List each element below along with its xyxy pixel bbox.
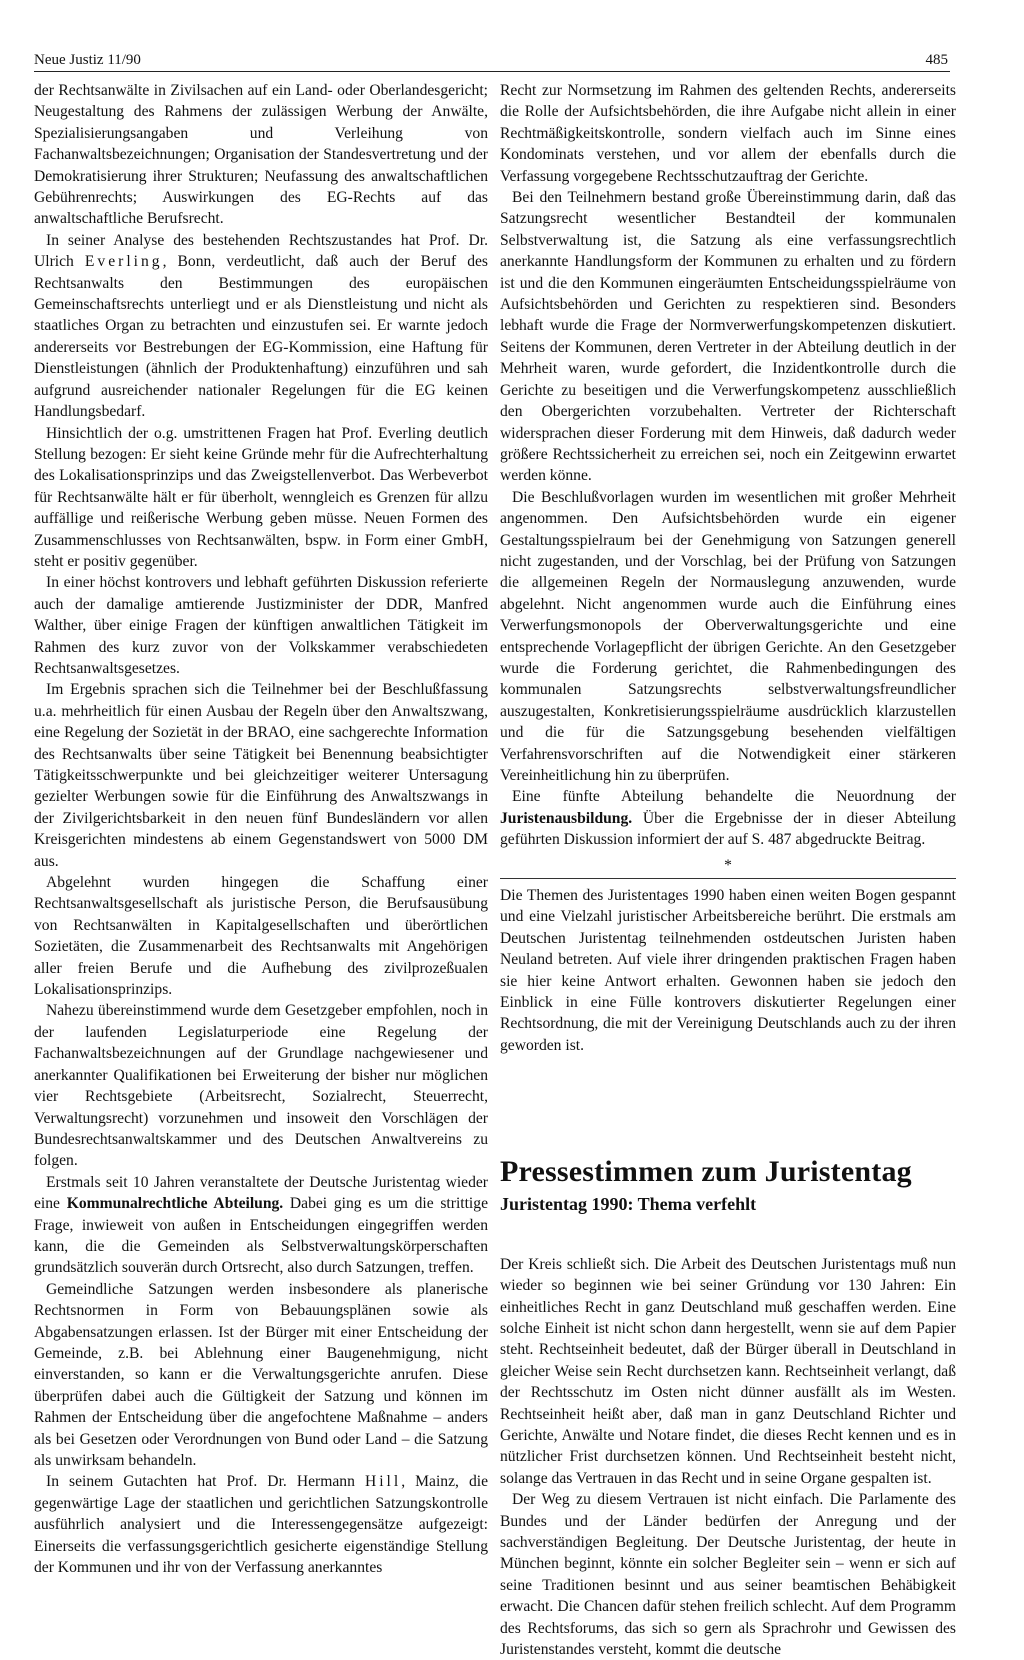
text: Über die Ergebnisse der in dieser Abteilung geführten Diskussion informiert der auf S. 487 abgedruckte Beitrag. [500,809,956,849]
paragraph: Die Themen des Juristentages 1990 haben einen weiten Bogen gespannt und eine Vielzahl juristischer Arbeitsbereiche berührt. Die erstmals am Deutschen Juristentag teilnehmenden ostdeutschen Juristen haben Neuland betreten. Auf viele ihrer dringenden praktischen Fragen haben sie hier keine Antwort erhalten. Gewonnen haben sie jedoch den Einblick in eine Fülle kontrovers diskutierter Regelungen einer Rechtsordnung, die mit der Vereinigung Deutschlands auch zu der ihren geworden ist. [500,887,956,1054]
section-title: Pressestimmen zum Juristentag [500,1155,912,1189]
author-name: Hill [364,1473,402,1491]
paragraph: Recht zur Normsetzung im Rahmen des geltenden Rechts, andererseits die Rolle der Aufsichtsbehörden, die ihre Aufgabe nicht allein in einer Rechtmäßigkeitskontrolle, sondern vielfach auch im Sinne eines Kondominats verstehen, und vor allem der ebenfalls durch die Verfassung vorgegebene Rechtsschutzauftrag der Gerichte. [500,82,956,185]
bold-term: Juristenausbildung. [500,809,633,827]
paragraph [500,786,956,850]
text: Erstmals seit 10 Jahren veranstaltete der Deutsche Juristentag wieder eine [34,1173,488,1213]
text: , Mainz, die gegenwärtige Lage der staatlichen und gerichtlichen Satzungskontrolle ausführlich analysiert und die Interessengegensätze aufgezeigt: Einerseits die verfassungsgerichtlich gesicherte eigenständige Stellung der Kommunen und ihr von der Verfassung anerkanntes [34,1473,488,1577]
text: In seinem Gutachten hat Prof. Dr. Hermann [46,1473,355,1491]
paragraph: Der Kreis schließt sich. Die Arbeit des Deutschen Juristentags muß nun wieder so beginnen wie bei seiner Gründung vor 130 Jahren: Ein einheitliches Recht in ganz Deutschland muß geschaffen werden. Eine solche Einheit ist nicht schon dann hergestellt, wenn sie auf dem Papier steht. Rechtseinheit bedeutet, daß der Bürger überall in Deutschland in gleicher Weise sein Recht durchsetzen kann. Rechtseinheit verlangt, daß der Rechtsschutz im Osten nicht dünner ausfällt als im Westen. Rechtseinheit heißt aber, daß man in ganz Deutschland Richter und Gerichte, Anwälte und Notare findet, die dieses Recht kennen und es in nützlicher Frist durchsetzen können. Und Rechtseinheit besteht nicht, solange das Vertrauen in das Recht und in seine Organe gespalten ist. [500,1255,956,1487]
paragraph [34,230,488,423]
journal-title: Neue Justiz 11/90 [34,52,141,68]
paragraph: Bei den Teilnehmern bestand große Übereinstimmung darin, daß das Satzungsrecht wesentlicher Bestandteil der kommunalen Selbstverwaltung ist, die Satzung als eine verfassungsrechtlich anerkannte Handlungsform der Kommunen zu erhalten und zu fördern ist und die den Kommunen eingeräumten Entscheidungsspielräume von Aufsichtsbehörden und Gerichten zu respektieren sind. Besonders lebhaft wurde die Frage der Normverwerfungskompetenzen diskutiert. Seitens der Kommunen, deren Vertreter in der Abteilung deutlich in der Mehrheit waren, wurde gefordert, die Inzidentkontrolle durch die Gerichte zu beseitigen und die Verwerfungskompetenz ausschließlich den Obergerichten vorzubehalten. Vertreter der Richterschaft widersprachen dieser Forderung mit dem Hinweis, daß dadurch weder größere Rechtssicherheit zu erreichen sei, noch ein Zeitgewinn erwartet werden könne. [500,189,956,485]
paragraph: Die Beschlußvorlagen wurden im wesentlichen mit großer Mehrheit angenommen. Den Aufsichtsbehörden wurde ein eigener Gestaltungsspielraum bei der Genehmigung von Satzungen generell nicht zugestanden, und der Vorschlag, bei der Prüfung von Satzungen die allgemeinen Regeln der Normauslegung anzuwenden, wurde abgelehnt. Nicht angenommen wurde auch die Einführung eines Verwerfungsmonopols der Oberverwaltungsgerichte und eine entsprechende Vorlagepflicht der übrigen Gerichte. An den Gesetzgeber wurde die Forderung gerichtet, die Rahmenbedingungen des kommunalen Satzungsrechts selbstverwaltungsfreundlicher auszugestalten, Konkretisierungsspielräume ausdrücklich klarzustellen und die für die Satzungsgebung besehenden vielfältigen Verfahrensvorschriften auf die Notwendigkeit einer stärkeren Vereinheitlichung hin zu überprüfen. [500,488,956,784]
paragraph [34,1471,488,1578]
separator-rule [500,878,956,879]
header-rule [34,71,950,72]
text: In seiner Analyse des bestehenden Rechtszustandes hat Prof. Dr. Ulrich [34,231,488,271]
paragraph: Hinsichtlich der o.g. umstrittenen Fragen hat Prof. Everling deutlich Stellung bezogen: Er sieht keine Gründe mehr für die Aufrechterhaltung des Lokalisationsprinzips und das Zweigstellenverbot. Das Werbeverbot für Rechtsanwälte hält er für überholt, wenngleich es Grenzen für allzu auffällige und reißerische Werbung geben müsse. Neuen Formen des Zusammenschlusses von Rechtsanwälten, bspw. in Form einer GmbH, steht er positiv gegenüber. [34,424,488,570]
text: Dabei ging es um die strittige Frage, inwieweit von außen in Entscheidungen eingegriffen werden kann, die die Gemeinden als Selbstverwaltungskörperschaften grundsätzlich souverän durch Ortsrecht, also durch Satzungen, treffen. [34,1195,488,1277]
section-subtitle: Juristentag 1990: Thema verfehlt [500,1194,757,1215]
left-column [34,80,488,1578]
paragraph: Gemeindliche Satzungen werden insbesondere als planerische Rechtsnormen in Form von Bebauungsplänen sowie als Abgabensatzungen erlassen. Ist der Bürger mit einer Entscheidung der Gemeinde, z.B. bei Ablehnung einer Baugenehmigung, nicht einverstanden, so kann er die Verwaltungsgerichte anrufen. Diese überprüfen dabei auch die Gültigkeit der Satzung und können im Rahmen der Entscheidung über die angefochtene Maßnahme – anders als bei Gesetzen oder Verordnungen von Bund oder Land – die Satzung als unwirksam behandeln. [34,1280,488,1469]
author-name: Everling [84,253,163,271]
paragraph: Abgelehnt wurden hingegen die Schaffung einer Rechtsanwaltsgesellschaft als juristische Person, die Berufsausübung von Rechtsanwälten in Kapitalgesellschaften und überörtlichen Sozietäten, die Zusammenarbeit des Rechtsanwalts mit Angehörigen aller freien Berufe und die Aufhebung des zivilprozeßualen Lokalisationsprinzips. [34,874,488,999]
right-column [500,80,956,1660]
section-star: * [724,856,732,874]
paragraph: der Rechtsanwälte in Zivilsachen auf ein Land- oder Oberlandesgericht; Neugestaltung des Rahmens der zulässigen Werbung der Anwälte, Spezialisierungsangaben und Verleihung von Fachanwaltsbezeichnungen; Organisation der Standesvertretung und der Demokratisierung ihrer Strukturen; Neufassung des anwaltschaftlichen Gebührenrechts; Auswirkungen des EG-Rechts auf das anwaltschaftliche Berufsrecht. [34,82,488,228]
paragraph: Der Weg zu diesem Vertrauen ist nicht einfach. Die Parlamente des Bundes und der Länder bedürfen der Anregung und der sachverständigen Begleitung. Der Deutsche Juristentag, der heute in München beginnt, könnte ein solcher Begleiter sein – wenn er sich auf seine Traditionen besinnt und aus seiner beamtischen Behäbigkeit erwacht. Die Chancen dafür stehen freilich schlecht. Auf dem Programm des Rechtsforums, das sich so gern als Sprachrohr und Gewissen des Juristenstandes versteht, kommt die deutsche [500,1491,956,1658]
page-number: 485 [925,52,948,68]
paragraph: Nahezu übereinstimmend wurde dem Gesetzgeber empfohlen, noch in der laufenden Legislaturperiode eine Regelung der Fachanwaltsbezeichnungen auf der Grundlage nachgewiesener und anerkannter Qualifikationen bei Erweiterung der bisher nur möglichen vier Rechtsgebiete (Arbeitsrecht, Sozialrecht, Steuerrecht, Verwaltungsrecht) vorzunehmen und insoweit den Vorschlägen der Bundesrechtsanwaltskammer und des Deutschen Anwaltvereins zu folgen. [34,1002,488,1170]
bold-term: Kommunalrechtliche Abteilung. [66,1195,284,1213]
paragraph: Im Ergebnis sprachen sich die Teilnehmer bei der Beschlußfassung u.a. mehrheitlich für einen Ausbau der Regeln über den Anwaltszwang, eine Regelung der Sozietät in der BRAO, eine sachgerechte Information des Rechtsanwalts über seine Tätigkeit bei Benennung beabsichtigter Tätigkeitsschwerpunkte und bei gleichzeitiger weiterer Untersagung gezielter Werbungen sowie für die Einführung des Anwaltszwangs in der Zivilgerichtsbarkeit in den neuen fünf Bundesländern vor allen Kreisgerichten mindestens ab einem Gegenstandswert von 5000 DM aus. [34,681,488,870]
text: Eine fünfte Abteilung behandelte die Neuordnung der [512,788,956,806]
paragraph: In einer höchst kontrovers und lebhaft geführten Diskussion referierte auch der damalige amtierende Justizminister der DDR, Manfred Walther, über einige Fragen der künftigen anwaltlichen Tätigkeit im Rahmen des kurz zuvor von der Volkskammer verabschiedeten Rechtsanwaltsgesetzes. [34,574,488,677]
paragraph [34,1172,488,1279]
text: , Bonn, verdeutlicht, daß auch der Beruf des Rechtsanwalts den Bestimmungen des europäischen Gemeinschaftsrechts unterliegt und er als Dienstleistung und nicht als staatliches Organ zu betrachten und einzustufen sei. Er warnte jedoch andererseits vor Bestrebungen der EG-Kommission, eine Haftung für Dienstleistungen (ähnlich der Produktenhaftung) einzuführen und sah aufgrund ausreichender nationaler Regelungen für die EG keinen Handlungsbedarf. [34,253,488,421]
